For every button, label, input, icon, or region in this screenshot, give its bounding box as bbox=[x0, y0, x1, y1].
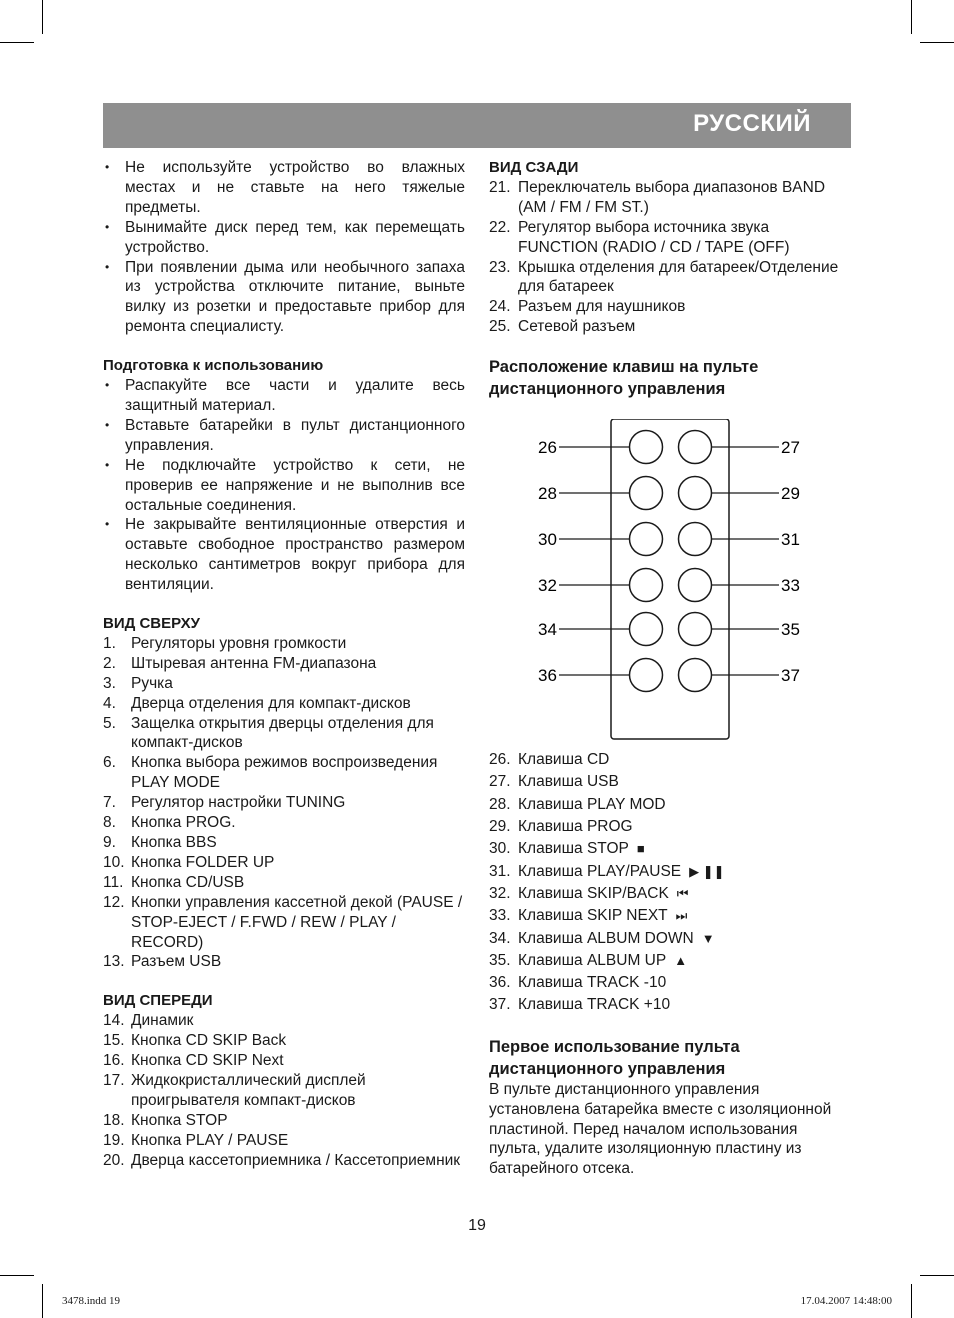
item-number: 22. bbox=[489, 218, 511, 236]
list-item bbox=[103, 654, 465, 674]
prep-bullet-list bbox=[103, 376, 465, 595]
remote-button-26 bbox=[630, 431, 663, 464]
list-item bbox=[489, 994, 853, 1016]
item-text: Разъем USB bbox=[131, 953, 222, 971]
list-item bbox=[489, 258, 853, 298]
remote-button-28 bbox=[630, 477, 663, 510]
key-symbol-icon: ▼ bbox=[701, 930, 715, 946]
remote-button-34 bbox=[630, 613, 663, 646]
top-view-heading: ВИД СВЕРХУ bbox=[103, 615, 200, 633]
item-number: 14. bbox=[103, 1012, 125, 1030]
item-text: Клавиша SKIP NEXT bbox=[518, 907, 668, 925]
item-number: 4. bbox=[103, 694, 116, 712]
remote-label: 32 bbox=[538, 576, 557, 596]
item-text: Ручка bbox=[131, 674, 173, 692]
remote-label: 34 bbox=[538, 620, 557, 640]
list-item bbox=[103, 674, 465, 694]
list-item bbox=[489, 794, 853, 816]
item-number: 9. bbox=[103, 834, 116, 851]
item-number: 1. bbox=[103, 634, 116, 652]
list-item bbox=[489, 317, 853, 337]
item-text: Дверца кассетоприемника / Кассетоприемник bbox=[131, 1151, 461, 1169]
item-number: 24. bbox=[489, 298, 511, 316]
item-text: Кнопка PLAY / PAUSE bbox=[131, 1131, 289, 1149]
item-number: 26. bbox=[489, 751, 511, 769]
remote-button-31 bbox=[679, 523, 712, 556]
first-use-text: В пульте дистанционного управления установлена батарейка вместе с изоляционной пластиной. Перед началом использования пульта, удалите изоляционную пластину из батарейного отсека. bbox=[489, 1080, 832, 1178]
item-number: 18. bbox=[103, 1111, 125, 1129]
right-column bbox=[489, 158, 853, 1179]
list-item bbox=[103, 853, 465, 873]
list-item: • Вставьте батарейки в пульт дистанционного управления. bbox=[103, 416, 465, 456]
list-item bbox=[103, 1031, 465, 1051]
item-number: 30. bbox=[489, 840, 511, 858]
top-view-list bbox=[103, 634, 465, 972]
prep-heading: Подготовка к использованию bbox=[103, 357, 324, 375]
item-text: Крышка отделения для батареек/Отделение для батареек bbox=[518, 258, 839, 296]
item-text: Клавиша PROG bbox=[518, 818, 633, 836]
remote-button-35 bbox=[679, 613, 712, 646]
item-text: Регуляторы уровня громкости bbox=[131, 634, 347, 652]
remote-button-36 bbox=[630, 659, 663, 692]
item-text: Клавиша SKIP/BACK bbox=[518, 884, 669, 902]
item-text: Кнопка PROG. bbox=[131, 814, 236, 832]
left-column bbox=[103, 158, 465, 1171]
remote-keys-list bbox=[489, 749, 853, 1017]
item-number: 25. bbox=[489, 318, 511, 336]
crop-mark bbox=[42, 1284, 43, 1318]
list-item bbox=[103, 893, 465, 953]
item-number: 28. bbox=[489, 795, 511, 813]
crop-mark bbox=[920, 1275, 954, 1276]
key-symbol-icon: ■ bbox=[636, 841, 645, 857]
remote-diagram bbox=[489, 419, 853, 749]
key-symbol-icon: ⏮ bbox=[676, 885, 689, 901]
item-text: Клавиша PLAY/PAUSE bbox=[518, 862, 682, 880]
item-number: 3. bbox=[103, 674, 116, 692]
remote-button-29 bbox=[679, 477, 712, 510]
list-item bbox=[489, 838, 853, 860]
item-text: Кнопка FOLDER UP bbox=[131, 853, 275, 871]
footer-file-info: 3478.indd 19 bbox=[62, 1295, 121, 1307]
list-item: • При появлении дыма или необычного запаха из устройства отключите питание, выньте вилку из розетки и предоставьте прибор для ремонта специалисту. bbox=[103, 258, 465, 338]
footer-date-info: 17.04.2007 14:48:00 bbox=[800, 1295, 892, 1307]
list-item bbox=[489, 749, 853, 771]
key-symbol-icon: ▶ ❚❚ bbox=[689, 863, 725, 879]
list-item bbox=[103, 1011, 465, 1031]
crop-mark bbox=[911, 0, 912, 34]
crop-mark bbox=[0, 1275, 34, 1276]
list-item: • Не подключайте устройство к сети, не проверив ее напряжение и не выполнив все остальные соединения. bbox=[103, 456, 465, 516]
list-item bbox=[489, 816, 853, 838]
list-item bbox=[103, 634, 465, 654]
item-number: 32. bbox=[489, 884, 511, 902]
list-item bbox=[489, 972, 853, 994]
item-text: Клавиша USB bbox=[518, 773, 619, 791]
list-item bbox=[103, 813, 465, 833]
crop-mark bbox=[0, 42, 34, 43]
item-text: Регулятор настройки TUNING bbox=[131, 794, 346, 812]
crop-mark bbox=[920, 42, 954, 43]
item-number: 19. bbox=[103, 1131, 125, 1149]
remote-button-37 bbox=[679, 659, 712, 692]
remote-label: 27 bbox=[781, 438, 800, 458]
remote-control-drawing bbox=[489, 419, 853, 749]
remote-body bbox=[611, 419, 729, 739]
list-item: • Не используйте устройство во влажных местах и не ставьте на него тяжелые предметы. bbox=[103, 158, 465, 218]
remote-button-32 bbox=[630, 569, 663, 602]
item-text: Клавиша ALBUM DOWN bbox=[518, 929, 694, 947]
remote-label: 35 bbox=[781, 620, 800, 640]
remote-label: 26 bbox=[538, 438, 557, 458]
item-number: 15. bbox=[103, 1032, 125, 1050]
list-item bbox=[103, 952, 465, 972]
item-text: Клавиша TRACK +10 bbox=[518, 996, 671, 1014]
item-text: Кнопка выбора режимов воспроизведения PLAY MODE bbox=[131, 754, 438, 792]
list-item: • Не закрывайте вентиляционные отверстия и оставьте свободное пространство размером несколько сантиметров вокруг прибора для вентиляции. bbox=[103, 515, 465, 595]
item-number: 17. bbox=[103, 1071, 125, 1089]
item-text: Динамик bbox=[131, 1012, 194, 1030]
list-item bbox=[489, 218, 853, 258]
front-view-list bbox=[103, 1011, 465, 1170]
item-number: 16. bbox=[103, 1052, 125, 1070]
remote-label: 28 bbox=[538, 484, 557, 504]
item-number: 37. bbox=[489, 996, 511, 1014]
first-use-heading: Первое использование пульта дистанционного управления bbox=[489, 1037, 740, 1078]
list-item bbox=[489, 297, 853, 317]
item-text: Кнопки управления кассетной декой (PAUSE / STOP-EJECT / F.FWD / REW / PLAY / RECORD) bbox=[131, 893, 463, 951]
item-text: Кнопка CD SKIP Next bbox=[131, 1052, 284, 1070]
key-symbol-icon: ▲ bbox=[674, 952, 688, 968]
remote-label: 37 bbox=[781, 666, 800, 686]
list-item bbox=[103, 873, 465, 893]
remote-label: 31 bbox=[781, 530, 800, 550]
item-text: Разъем для наушников bbox=[518, 298, 686, 316]
list-item bbox=[489, 178, 853, 218]
remote-label: 33 bbox=[781, 576, 800, 596]
item-text: Дверца отделения для компакт-дисков bbox=[131, 694, 411, 712]
item-text: Жидкокристаллический дисплей проигрывателя компакт-дисков bbox=[131, 1071, 366, 1109]
item-text: Кнопка CD/USB bbox=[131, 873, 245, 891]
item-text: Клавиша TRACK -10 bbox=[518, 974, 667, 992]
item-number: 27. bbox=[489, 773, 511, 791]
item-number: 11. bbox=[103, 873, 124, 891]
item-text: Защелка открытия дверцы отделения для компакт-дисков bbox=[131, 714, 434, 752]
item-number: 21. bbox=[489, 178, 511, 196]
language-title: РУССКИЙ bbox=[693, 110, 811, 137]
item-text: Штыревая антенна FM-диапазона bbox=[131, 654, 377, 672]
list-item: • Распакуйте все части и удалите весь защитный материал. bbox=[103, 376, 465, 416]
list-item bbox=[103, 1131, 465, 1151]
item-number: 2. bbox=[103, 654, 116, 672]
item-number: 5. bbox=[103, 714, 116, 732]
list-item bbox=[103, 694, 465, 714]
item-text: Кнопка BBS bbox=[131, 834, 217, 851]
item-number: 29. bbox=[489, 818, 511, 836]
crop-mark bbox=[42, 0, 43, 34]
item-text: Регулятор выбора источника звука FUNCTION (RADIO / CD / TAPE (OFF) bbox=[518, 218, 790, 256]
item-number: 36. bbox=[489, 974, 511, 992]
item-text: Кнопка CD SKIP Back bbox=[131, 1032, 287, 1050]
list-item bbox=[489, 771, 853, 793]
item-number: 35. bbox=[489, 951, 511, 969]
item-text: Клавиша PLAY MOD bbox=[518, 795, 666, 813]
list-item bbox=[103, 1151, 465, 1171]
list-item bbox=[489, 928, 853, 950]
item-number: 10. bbox=[103, 853, 125, 871]
item-number: 13. bbox=[103, 953, 125, 971]
list-item bbox=[489, 905, 853, 927]
rear-view-heading: ВИД СЗАДИ bbox=[489, 159, 579, 176]
list-item bbox=[103, 753, 465, 793]
item-number: 20. bbox=[103, 1151, 125, 1169]
item-number: 7. bbox=[103, 794, 116, 812]
remote-button-33 bbox=[679, 569, 712, 602]
language-header-bar bbox=[103, 103, 851, 148]
item-text: Кнопка STOP bbox=[131, 1111, 228, 1129]
list-item: • Вынимайте диск перед тем, как перемещать устройство. bbox=[103, 218, 465, 258]
item-number: 23. bbox=[489, 258, 511, 276]
front-view-heading: ВИД СПЕРЕДИ bbox=[103, 992, 213, 1010]
page-number: 19 bbox=[468, 1217, 486, 1234]
list-item bbox=[103, 1051, 465, 1071]
remote-layout-heading: Расположение клавиш на пульте дистанционного управления bbox=[489, 358, 759, 399]
item-number: 33. bbox=[489, 907, 511, 925]
key-symbol-icon: ⏭ bbox=[675, 908, 688, 924]
remote-label: 30 bbox=[538, 530, 557, 550]
remote-label: 36 bbox=[538, 666, 557, 686]
item-number: 31. bbox=[489, 862, 511, 880]
item-text: Клавиша ALBUM UP bbox=[518, 951, 667, 969]
list-item bbox=[103, 833, 465, 853]
item-number: 34. bbox=[489, 929, 511, 947]
intro-bullet-list bbox=[103, 158, 465, 337]
list-item bbox=[489, 861, 853, 883]
list-item bbox=[489, 883, 853, 905]
remote-button-30 bbox=[630, 523, 663, 556]
crop-mark bbox=[911, 1284, 912, 1318]
list-item bbox=[103, 1111, 465, 1131]
list-item bbox=[103, 714, 465, 754]
remote-button-27 bbox=[679, 431, 712, 464]
list-item bbox=[103, 1071, 465, 1111]
item-number: 6. bbox=[103, 754, 116, 772]
item-text: Переключатель выбора диапазонов BAND (AM / FM / FM ST.) bbox=[518, 178, 826, 216]
item-number: 8. bbox=[103, 814, 116, 832]
list-item bbox=[489, 950, 853, 972]
item-text: Клавиша CD bbox=[518, 751, 610, 769]
remote-label: 29 bbox=[781, 484, 800, 504]
list-item bbox=[103, 793, 465, 813]
item-number: 12. bbox=[103, 893, 125, 911]
item-text: Клавиша STOP bbox=[518, 840, 629, 858]
item-text: Сетевой разъем bbox=[518, 318, 636, 336]
rear-view-list bbox=[489, 178, 853, 337]
